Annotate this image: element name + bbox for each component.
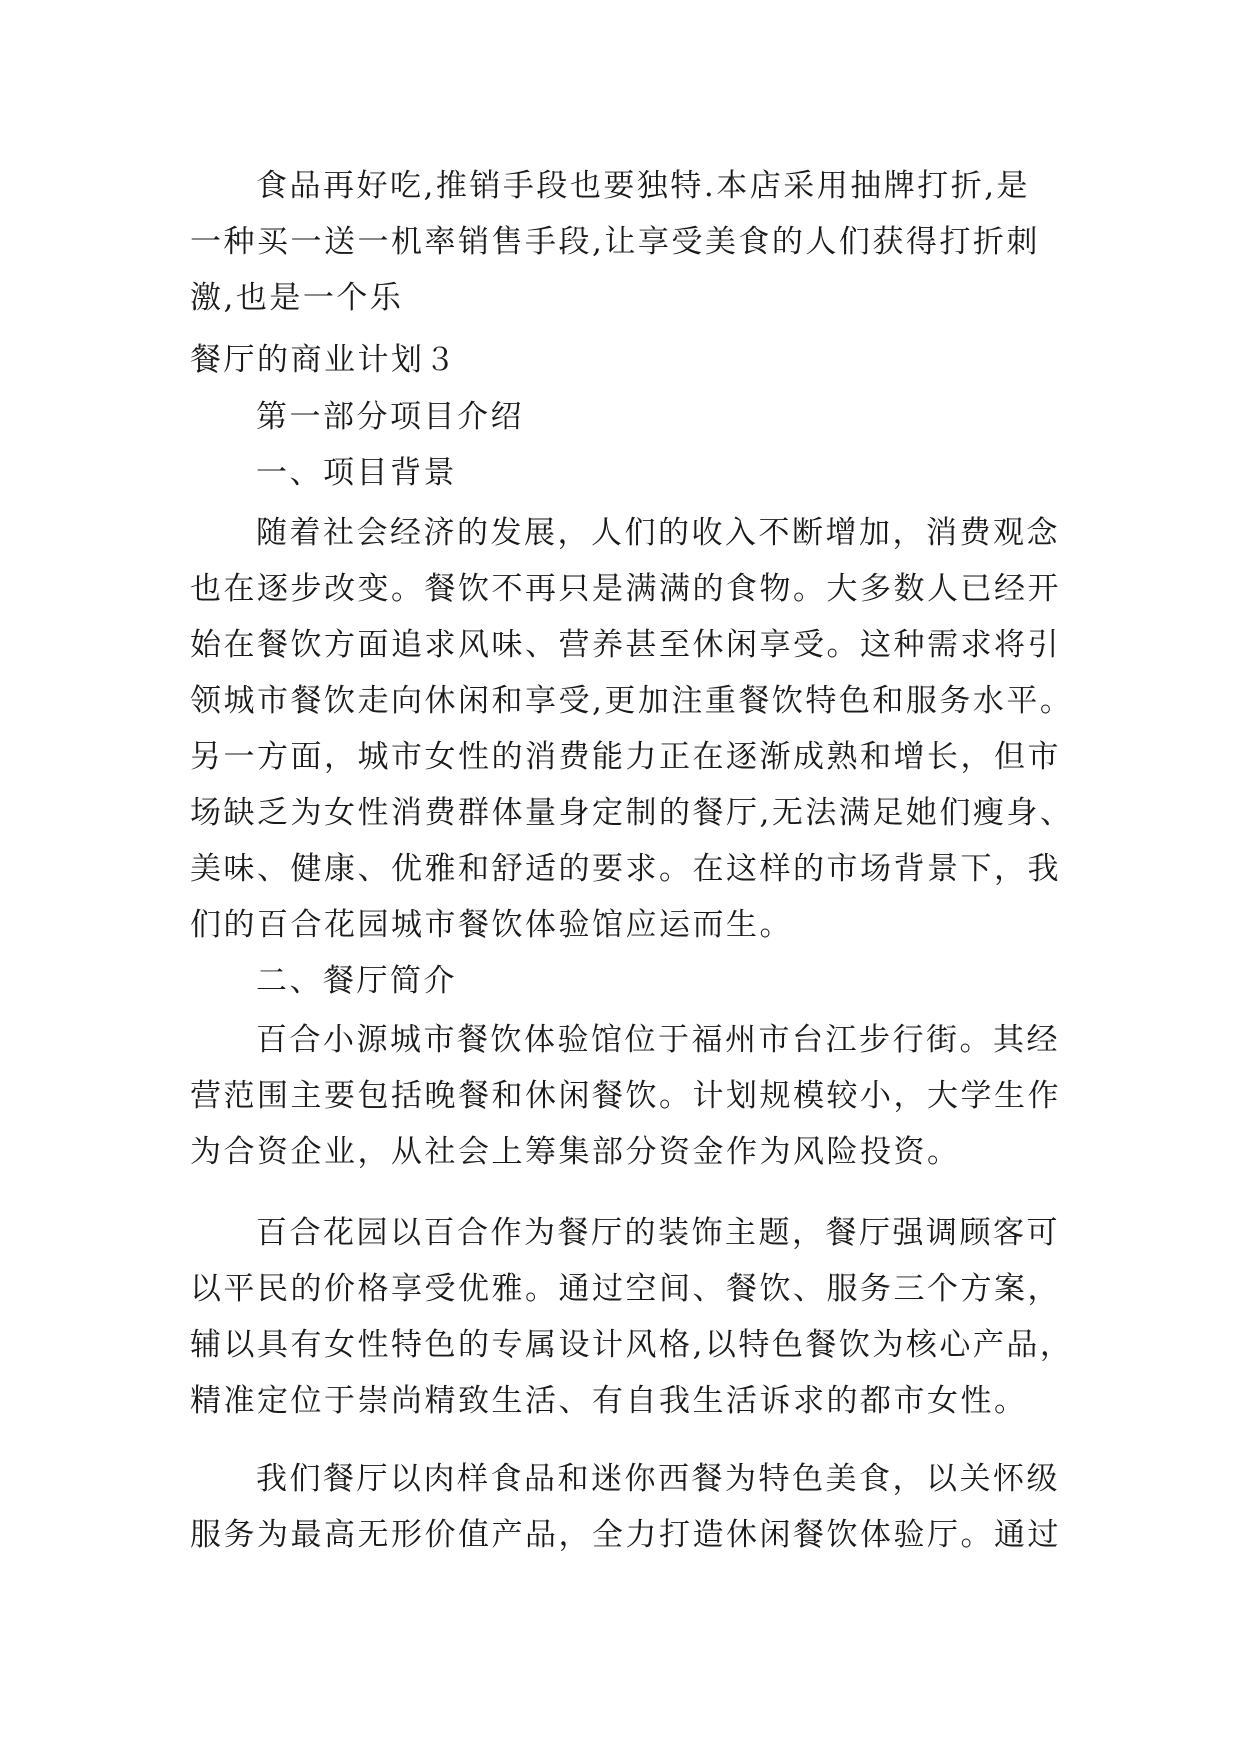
paragraph-line: 随着社会经济的发展，人们的收入不断增加，消费观念	[256, 515, 1060, 551]
paragraph-line: 精准定位于崇尚精致生活、有自我生活诉求的都市女性。	[190, 1383, 1028, 1419]
paragraph-line: 场缺乏为女性消费群体量身定制的餐厅,无法满足她们瘦身、	[190, 795, 1074, 831]
paragraph-line: 以平民的价格享受优雅。通过空间、餐饮、服务三个方案，	[190, 1271, 1061, 1307]
paragraph-line: 美味、健康、优雅和舒适的要求。在这样的市场背景下，我	[190, 851, 1061, 887]
paragraph-line: 领城市餐饮走向休闲和享受,更加注重餐饮特色和服务水平。	[190, 683, 1074, 719]
paragraph-line: 们的百合花园城市餐饮体验馆应运而生。	[190, 907, 793, 943]
part-heading: 第一部分项目介绍	[256, 399, 524, 435]
paragraph-line: 食品再好吃,推销手段也要独特.本店采用抽牌打折,是	[256, 168, 1031, 204]
paragraph-line: 营范围主要包括晚餐和休闲餐饮。计划规模较小，大学生作	[190, 1078, 1061, 1114]
paragraph-line: 百合花园以百合作为餐厅的装饰主题，餐厅强调顾客可	[256, 1215, 1060, 1251]
paragraph-line: 辅以具有女性特色的专属设计风格,以特色餐饮为核心产品，	[190, 1327, 1074, 1363]
paragraph-line: 为合资企业，从社会上筹集部分资金作为风险投资。	[190, 1134, 961, 1170]
section-title: 餐厅的商业计划３	[190, 342, 458, 378]
subheading: 二、餐厅简介	[256, 963, 457, 999]
paragraph-line: 我们餐厅以肉样食品和迷你西餐为特色美食，以关怀级	[256, 1461, 1060, 1497]
paragraph-line: 始在餐饮方面追求风味、营养甚至休闲享受。这种需求将引	[190, 627, 1061, 663]
paragraph-line: 激,也是一个乐	[190, 280, 404, 316]
paragraph-line: 也在逐步改变。餐饮不再只是满满的食物。大多数人已经开	[190, 571, 1061, 607]
paragraph-line: 一种买一送一机率销售手段,让享受美食的人们获得打折刺	[190, 224, 1040, 260]
subheading: 一、项目背景	[256, 455, 457, 491]
paragraph-line: 百合小源城市餐饮体验馆位于福州市台江步行街。其经	[256, 1022, 1060, 1058]
paragraph-line: 服务为最高无形价值产品，全力打造休闲餐饮体验厅。通过	[190, 1517, 1061, 1553]
paragraph-line: 另一方面，城市女性的消费能力正在逐渐成熟和增长，但市	[190, 739, 1061, 775]
